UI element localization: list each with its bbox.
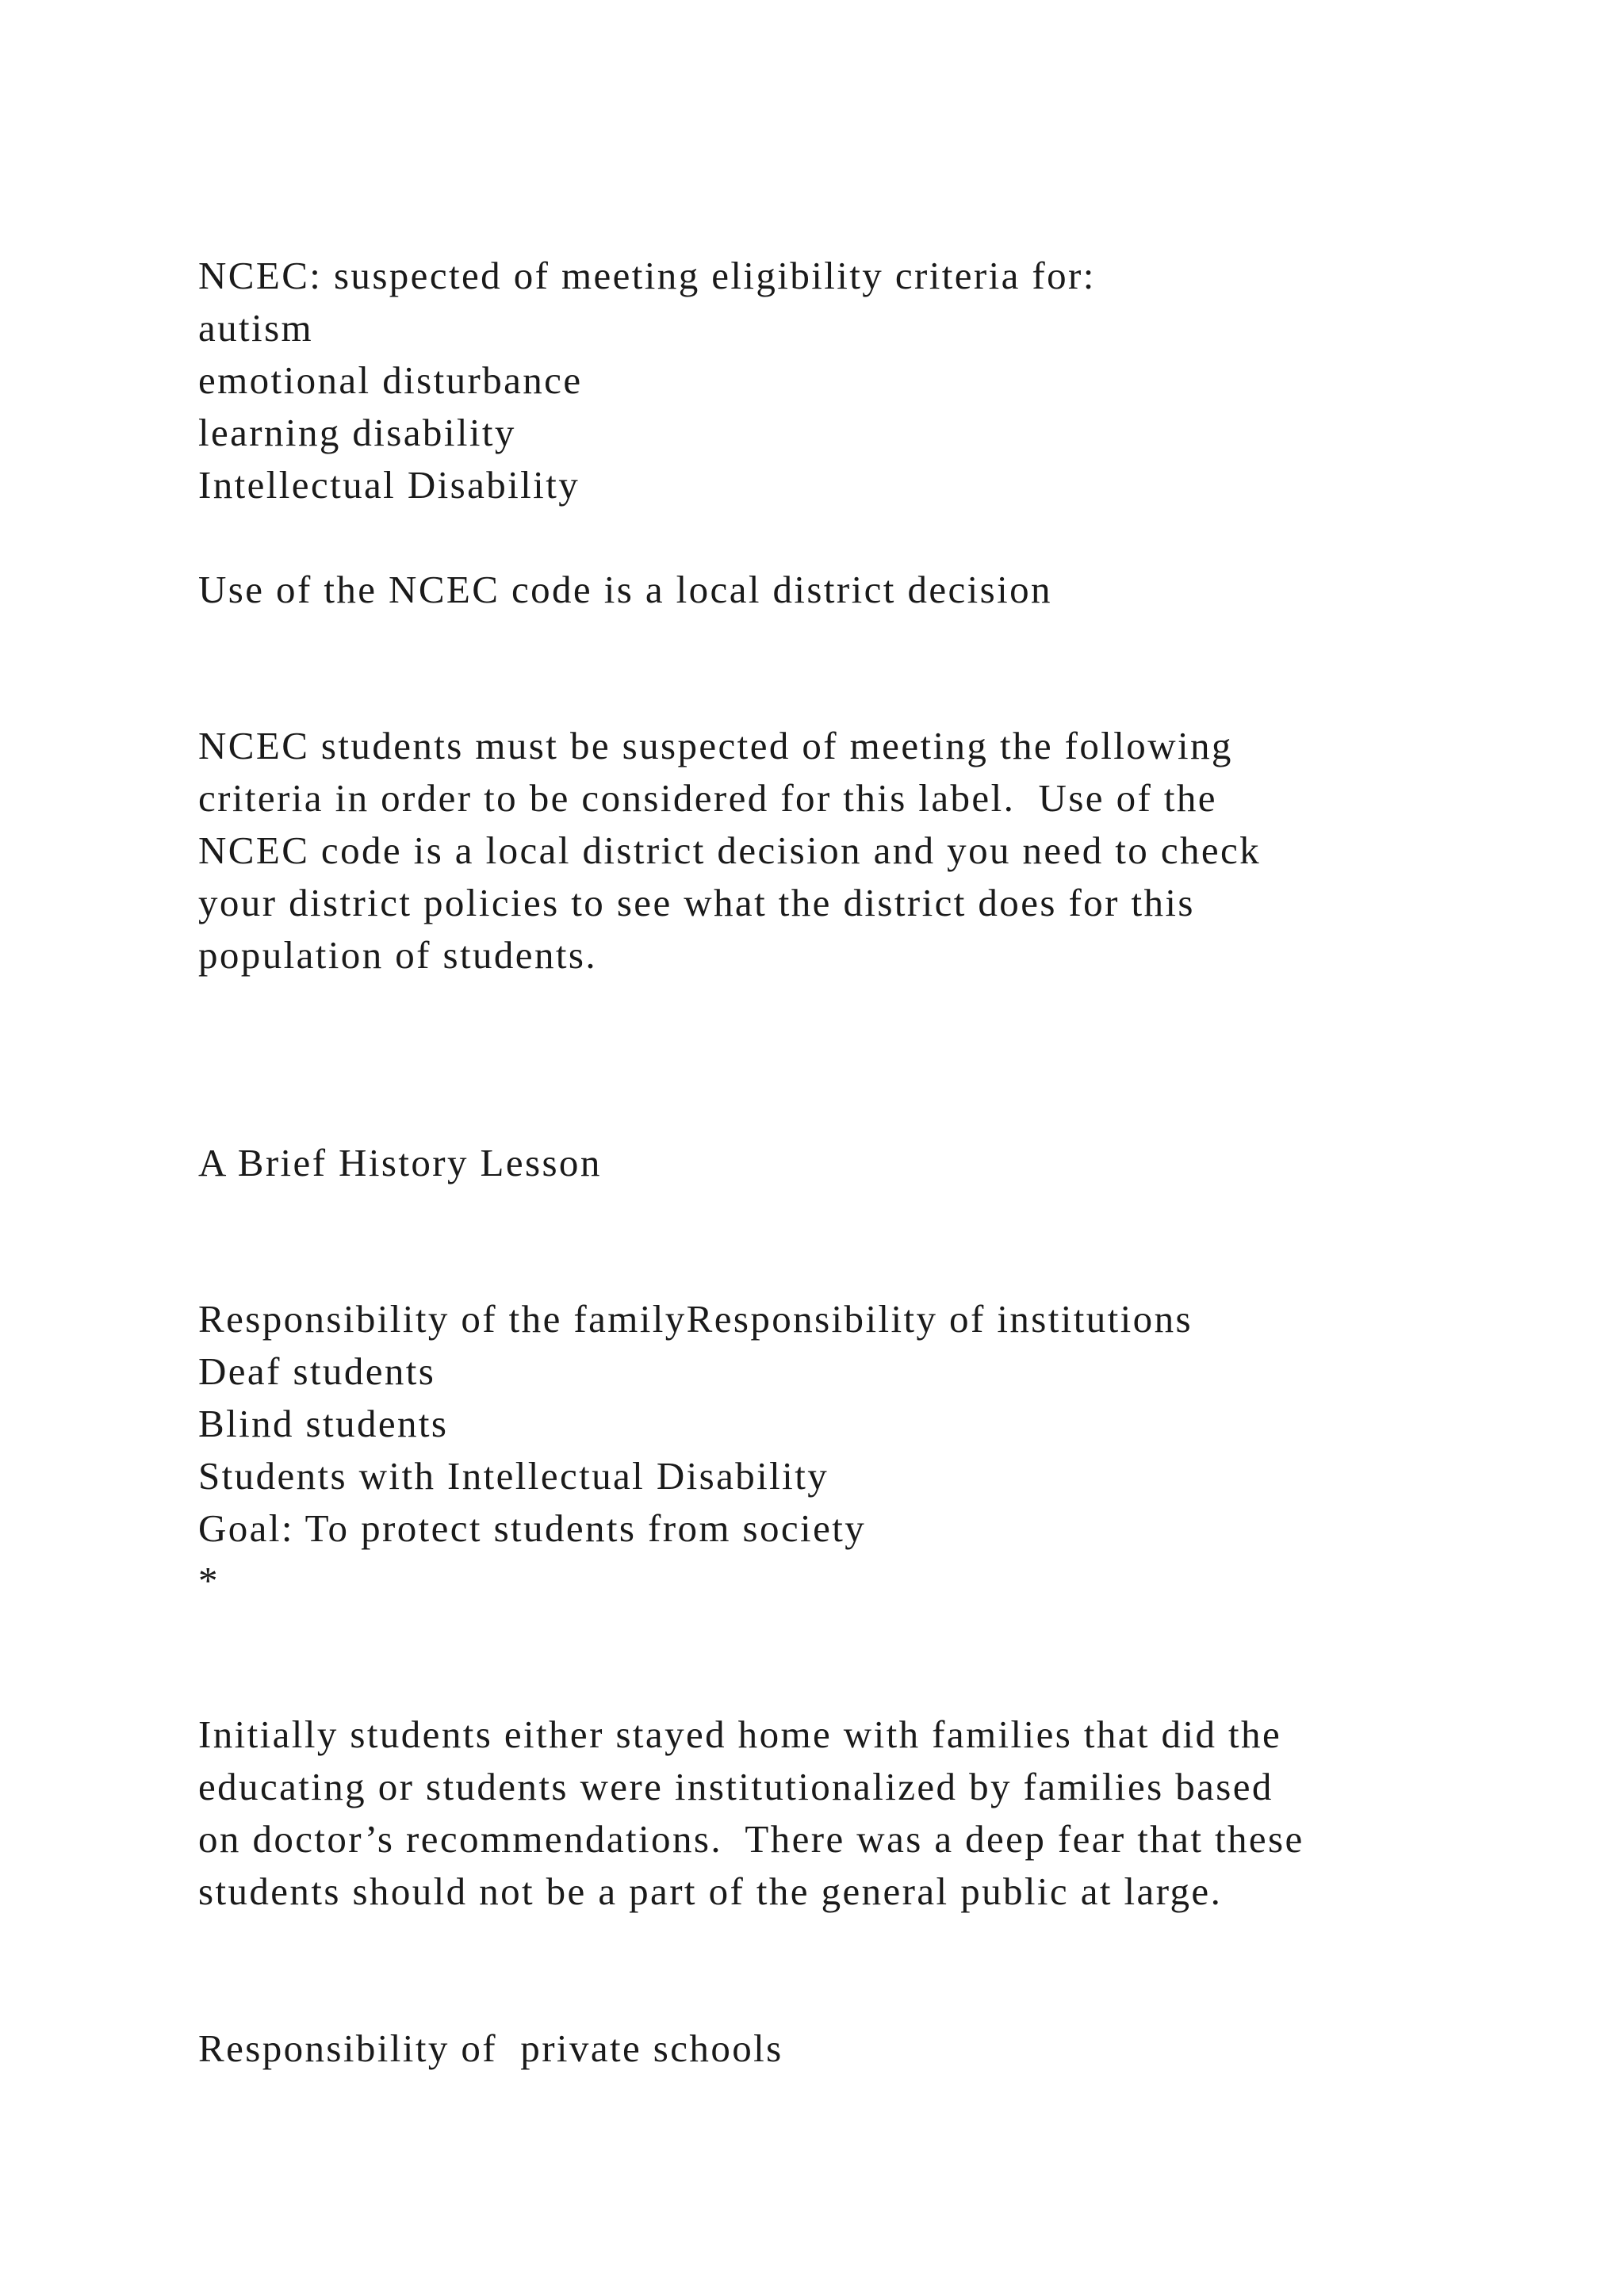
criteria-item-learning-disability: learning disability bbox=[198, 411, 516, 454]
paragraph2-line: Initially students either stayed home with families that did the bbox=[198, 1712, 1282, 1756]
paragraph1-line: population of students. bbox=[198, 933, 597, 977]
private-schools-heading: Responsibility of private schools bbox=[198, 2026, 783, 2070]
list-item-goal: Goal: To protect students from society bbox=[198, 1506, 867, 1550]
ncec-note: Use of the NCEC code is a local district decision bbox=[198, 568, 1052, 611]
paragraph2-line: on doctor’s recommendations. There was a deep fear that these bbox=[198, 1817, 1304, 1861]
list-item-blind-students: Blind students bbox=[198, 1402, 449, 1445]
ncec-heading: NCEC: suspected of meeting eligibility criteria for: bbox=[198, 254, 1096, 297]
criteria-item-emotional-disturbance: emotional disturbance bbox=[198, 358, 583, 402]
list-item-deaf-students: Deaf students bbox=[198, 1349, 436, 1393]
paragraph2-line: students should not be a part of the general public at large. bbox=[198, 1869, 1223, 1913]
criteria-item-intellectual-disability: Intellectual Disability bbox=[198, 463, 580, 507]
paragraph1-line: criteria in order to be considered for this label. Use of the bbox=[198, 776, 1217, 820]
list-item-intellectual-disability: Students with Intellectual Disability bbox=[198, 1454, 829, 1498]
responsibility-heading: Responsibility of the familyResponsibility of institutions bbox=[198, 1297, 1193, 1341]
history-title: A Brief History Lesson bbox=[198, 1141, 602, 1184]
paragraph1-line: NCEC code is a local district decision and you need to check bbox=[198, 828, 1262, 872]
criteria-item-autism: autism bbox=[198, 306, 314, 350]
paragraph1-line: your district policies to see what the district does for this bbox=[198, 881, 1195, 924]
slide-marker: * bbox=[198, 1559, 220, 1602]
paragraph1-line: NCEC students must be suspected of meeting the following bbox=[198, 724, 1233, 767]
paragraph2-line: educating or students were institutionalized by families based bbox=[198, 1765, 1274, 1808]
